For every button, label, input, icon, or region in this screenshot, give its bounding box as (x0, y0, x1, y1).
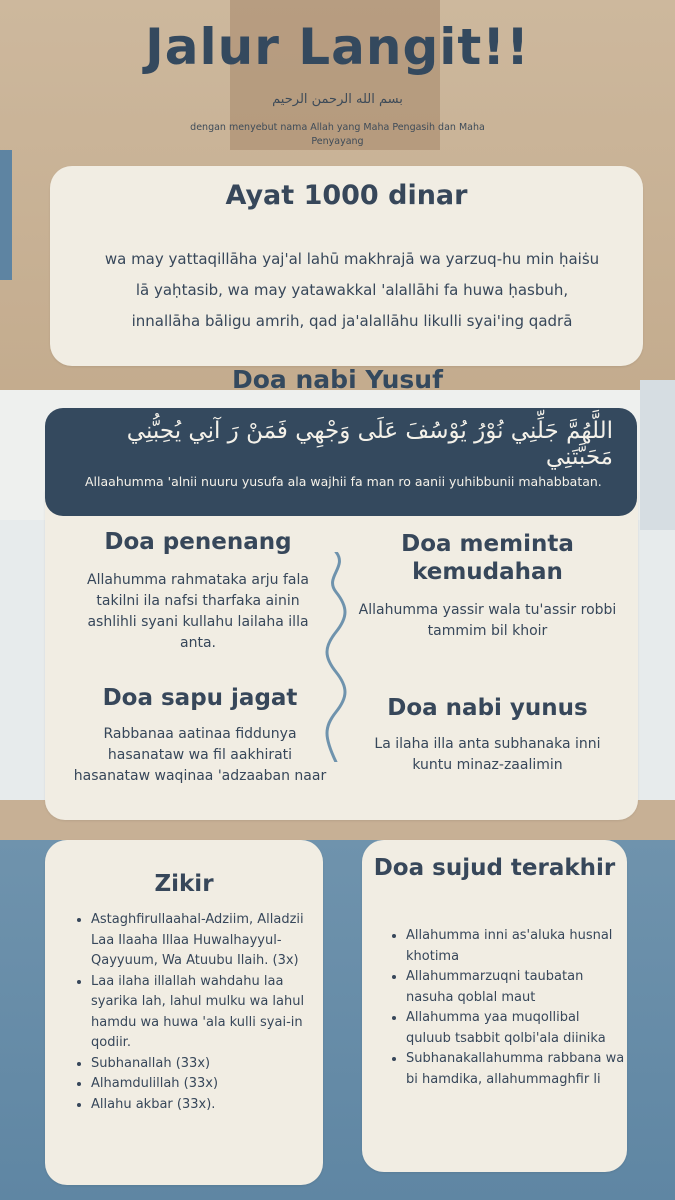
list-item: • Allahumma yaa muqollibal quluub tsabbit qolbi'ala diinika (406, 1008, 628, 1049)
kemudahan-text: Allahumma yassir wala tu'assir robbi tammim bil khoir (358, 602, 617, 639)
kemudahan-section (355, 530, 620, 642)
yunus-section (355, 694, 620, 776)
yusuf-latin: Allaahumma 'alnii nuuru yusufa ala wajhii fa man ro aanii yuhibbunii mahabbatan. (85, 474, 602, 489)
ayat-1000-card (50, 166, 643, 366)
yusuf-title: Doa nabi Yusuf (232, 365, 443, 394)
yusuf-banner (45, 408, 637, 516)
bg-blue-edge (0, 150, 12, 280)
bg-right-strip (640, 380, 675, 530)
penenang-text: Allahumma rahmataka arju fala takilni ila nafsi tharfaka ainin ashlihli syani kullahu lailaha illa anta. (87, 572, 309, 651)
penenang-section (78, 528, 318, 654)
list-item: • Allahumma inni as'aluka husnal khotima (406, 926, 628, 967)
ayat-1000-title: Ayat 1000 dinar (225, 180, 468, 211)
kemudahan-title: Doa meminta kemudahan (401, 531, 574, 585)
sujud-title: Doa sujud terakhir (373, 855, 616, 881)
page-title: Jalur Langit!! (145, 18, 530, 76)
list-item: • Subhanakallahumma rabbana wa bi hamdika, allahummaghfir li (406, 1049, 628, 1090)
list-item: • Allahummarzuqni taubatan nasuha qoblal maut (406, 967, 628, 1008)
yusuf-arabic: اللَّهُمَّ جَلِّنِي نُوْرُ يُوْسُفَ عَلَى وَجْهِي فَمَنْ رَ آنِي يُحِبُّنِي مَحَبَّتَنِي (126, 418, 613, 470)
ayat-1000-text: wa may yattaqillāha yaj'al lahū makhrajā wa yarzuq-hu min ḥaiṡu lā yaḥtasib, wa may yatawakkal 'alallāhi fa huwa ḥasbuh, innallāha bāligu amrih, qad ja'alallāhu likulli syai'ing qadrā (104, 250, 600, 330)
yunus-text: La ilaha illa anta subhanaka inni kuntu minaz-zaalimin (374, 736, 601, 773)
list-item: • Astaghfirullaahal-Adziim, Alladzii Laa Ilaaha Illaa Huwalhayyul-Qayyuum, Wa Atuubu Ilaih. (3x) (91, 910, 329, 972)
penenang-title: Doa penenang (104, 529, 292, 555)
sujud-card (362, 840, 627, 1172)
sapu-jagat-section (70, 684, 330, 787)
yunus-title: Doa nabi yunus (387, 695, 588, 721)
list-item: • Allahu akbar (33x). (91, 1095, 329, 1116)
sapu-jagat-title: Doa sapu jagat (102, 685, 298, 711)
list-item: • Subhanallah (33x) (91, 1054, 329, 1075)
zikir-list (73, 910, 329, 1115)
intro-text: dengan menyebut nama Allah yang Maha Pengasih dan Maha Penyayang (190, 122, 485, 147)
list-item: • Laa ilaha illallah wahdahu laa syarika lah, lahul mulku wa lahul hamdu wa huwa 'ala kulli syai-in qodiir. (91, 972, 329, 1054)
basmala-text: بسم الله الرحمن الرحيم (272, 92, 403, 107)
zikir-card (45, 840, 323, 1185)
sapu-jagat-text: Rabbanaa aatinaa fiddunya hasanataw wa fil aakhirati hasanataw waqinaa 'adzaaban naar (73, 726, 327, 784)
sujud-list (388, 926, 628, 1090)
list-item: • Alhamdulillah (33x) (91, 1074, 329, 1095)
zikir-title: Zikir (154, 871, 214, 897)
